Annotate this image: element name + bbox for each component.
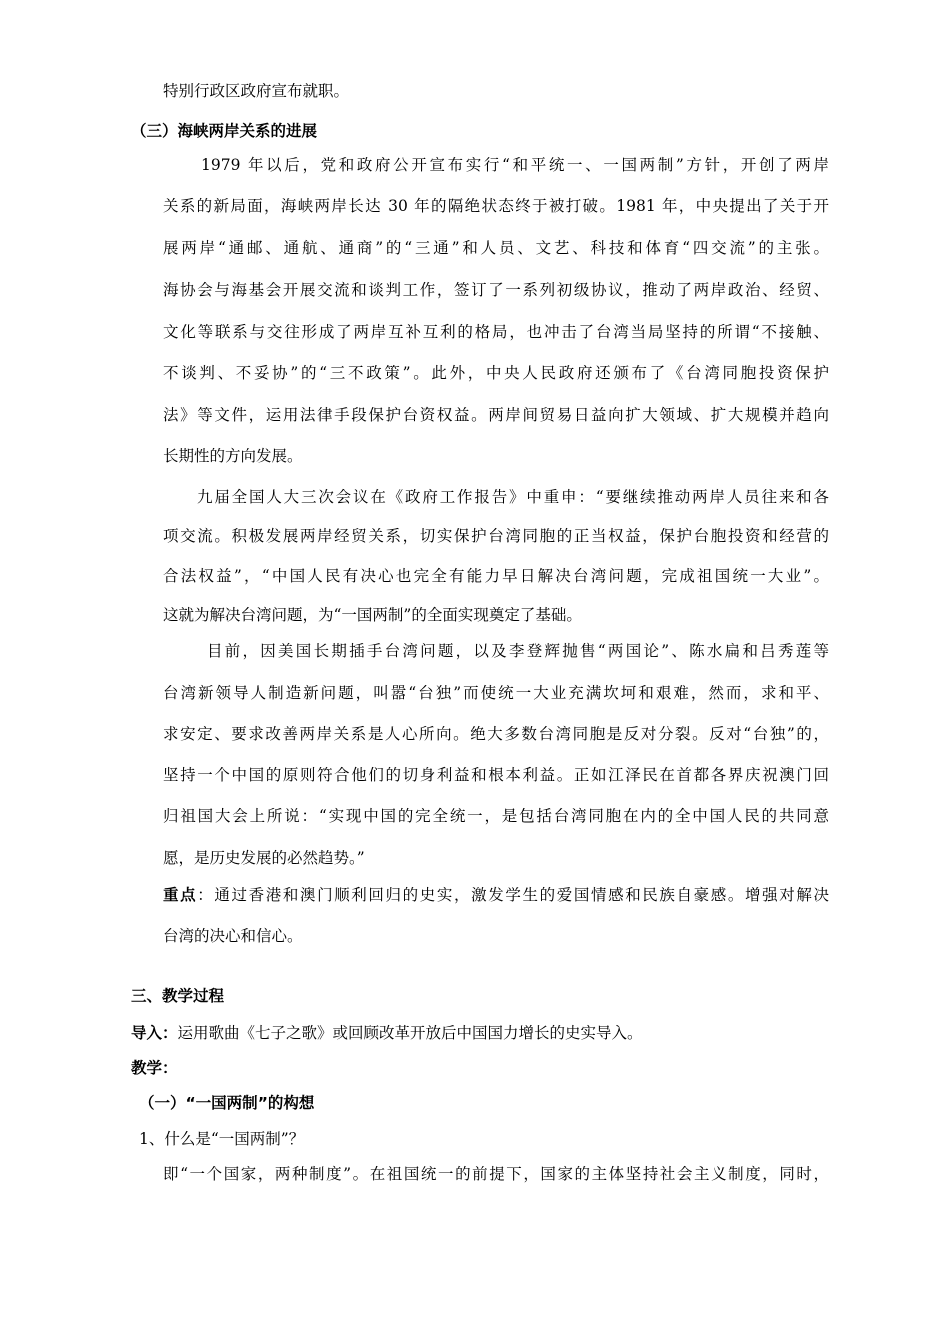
para2-line: 项交流。积极发展两岸经贸关系，切实保护台湾同胞的正当权益，保护台胞投资和经营的 [163,527,829,545]
para1-line: 文化等联系与交往形成了两岸互补互利的格局，也冲击了台湾当局坚持的所谓“不接触、 [163,323,829,341]
section-title-teaching-process: 三、教学过程 [131,987,225,1005]
section-title-cross-strait: （三）海峡两岸关系的进展 [131,122,318,140]
key-point-label: 重点 [163,886,198,904]
question-line: 1、什么是“一国两制”？ [139,1130,305,1148]
para3-line: 愿，是历史发展的必然趋势。” [163,849,365,867]
para1-line: 海协会与海基会开展交流和谈判工作，签订了一系列初级协议，推动了两岸政治、经贸、 [163,281,829,299]
para3-line: 坚持一个中国的原则符合他们的切身利益和根本利益。正如江泽民在首都各界庆祝澳门回 [163,766,829,784]
para1-line: 1979 年以后，党和政府公开宣布实行“和平统一、一国两制”方针，开创了两岸 [201,156,829,174]
para3-line: 求安定、要求改善两岸关系是人心所向。绝大多数台湾同胞是反对分裂。反对“台独”的， [163,725,829,743]
para2-line: 合法权益”，“中国人民有决心也完全有能力早日解决台湾问题，完成祖国统一大业”。 [163,567,829,585]
key-point-text: ：通过香港和澳门顺利回归的史实，激发学生的爱国情感和民族自豪感。增强对解决 [197,886,829,904]
para3-line: 台湾新领导人制造新问题，叫嚣“台独”而使统一大业充满坎坷和艰难，然而，求和平、 [163,684,829,702]
intro-line [131,1023,643,1043]
para1-line: 关系的新局面，海峡两岸长达 30 年的隔绝状态终于被打破。1981 年，中央提出了关于开 [163,197,829,215]
answer-line: 即“一个国家，两种制度”。在祖国统一的前提下，国家的主体坚持社会主义制度，同时， [163,1165,829,1183]
subsection-title-one-country: （一）“一国两制”的构想 [139,1094,315,1112]
opening-line: 特别行政区政府宣布就职。 [163,82,350,100]
teaching-label: 教学： [131,1059,178,1077]
para1-line: 长期性的方向发展。 [163,447,303,465]
para2-line: 九届全国人大三次会议在《政府工作报告》中重申：“要继续推动两岸人员往来和各 [197,488,829,506]
para1-line: 不谈判、不妥协”的“三不政策”。此外，中央人民政府还颁布了《台湾同胞投资保护 [163,364,829,382]
intro-label: 导入： [131,1024,178,1042]
para3-line: 归祖国大会上所说：“实现中国的完全统一，是包括台湾同胞在内的全中国人民的共同意 [163,807,829,825]
key-point-line [163,885,829,905]
para3-line: 目前，因美国长期插手台湾问题，以及李登辉抛售“两国论”、陈水扁和吕秀莲等 [207,642,829,660]
intro-text: 运用歌曲《七子之歌》或回顾改革开放后中国国力增长的史实导入。 [177,1024,643,1042]
key-point-line: 台湾的决心和信心。 [163,927,303,945]
para1-line: 法》等文件，运用法律手段保护台资权益。两岸间贸易日益向扩大领域、扩大规模并趋向 [163,406,829,424]
para2-line: 这就为解决台湾问题，为“一国两制”的全面实现奠定了基础。 [163,606,582,624]
para1-line: 展两岸“通邮、通航、通商”的“三通”和人员、文艺、科技和体育“四交流”的主张。 [163,239,829,257]
